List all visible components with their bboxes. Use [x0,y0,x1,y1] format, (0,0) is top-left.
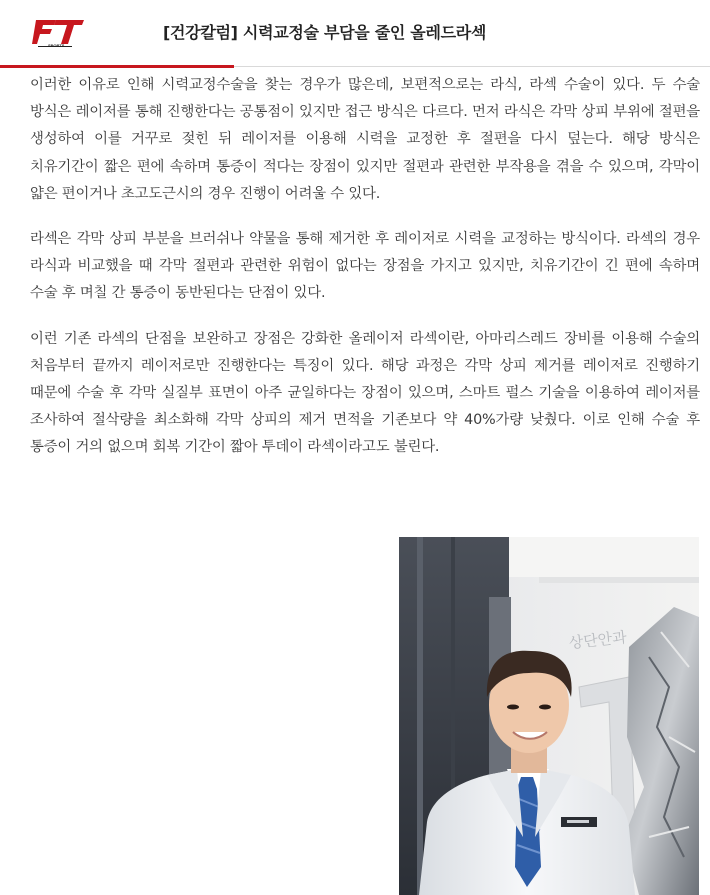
doctor-photo-illustration [399,537,699,895]
wall-sign-text: 상단안과 [568,628,628,653]
article-photo [399,537,699,895]
article-paragraph: 이러한 이유로 인해 시력교정수술을 찾는 경우가 많은데, 보편적으로는 라식, 라섹 수술이 있다. 두 수술 방식은 레이저를 통해 진행한다는 공통점이 있지만 접근 방식은 다르다. 먼저 라식은 각막 상피 부위에 절편을 생성하여 이를 거꾸로 젖힌 뒤 레이저를 이용해 시력을 교정한 후 절편을 다시 덮는다. 해당 방식은 치유기간이 짧은 편에 속하며 통증이 적다는 장점이 있지만 절편과 관련한 부작용을 겪을 수 있으며, 각막이 얇은 편이거나 초고도근시의 경우 진행이 어려울 수 있다. [30,77,700,202]
article-body [30,72,700,480]
logo-subtext: SPORTS [48,43,65,48]
article-paragraph: 이런 기존 라섹의 단점을 보완하고 장점은 강화한 올레이저 라섹이란, 아마리스레드 장비를 이용해 수술의 처음부터 끝까지 레이저로만 진행한다는 특징이 있다. 해당 과정은 각막 상피 제거를 레이저로 진행하기 때문에 수술 후 각막 실질부 표면이 아주 균일하다는 장점이 있으며, 스마트 펄스 기술을 이용하여 레이저를 조사하여 절삭량을 최소화해 각막 상피의 제거 면적을 기존보다 약 40%가량 낮췄다. 이로 인해 수술 후 통증이 거의 없으며 회복 기간이 짧아 투데이 라섹이라고도 불린다. [30,330,700,456]
article-title: [건강칼럼] 시력교정술 부담을 줄인 올레드라섹 [163,23,487,42]
article-paragraph: 라섹은 각막 상피 부분을 브러쉬나 약물을 통해 제거한 후 레이저로 시력을 교정하는 방식이다. 라섹의 경우 라식과 비교했을 때 각막 절편과 관련한 위험이 없다는 장점을 가지고 있지만, 치유기간이 긴 편에 속하며 수술 후 며칠 간 통증이 동반된다는 단점이 있다. [30,231,700,302]
header-accent-bar [0,65,234,68]
ft-sports-logo[interactable] [32,16,86,48]
site-header [0,0,710,68]
